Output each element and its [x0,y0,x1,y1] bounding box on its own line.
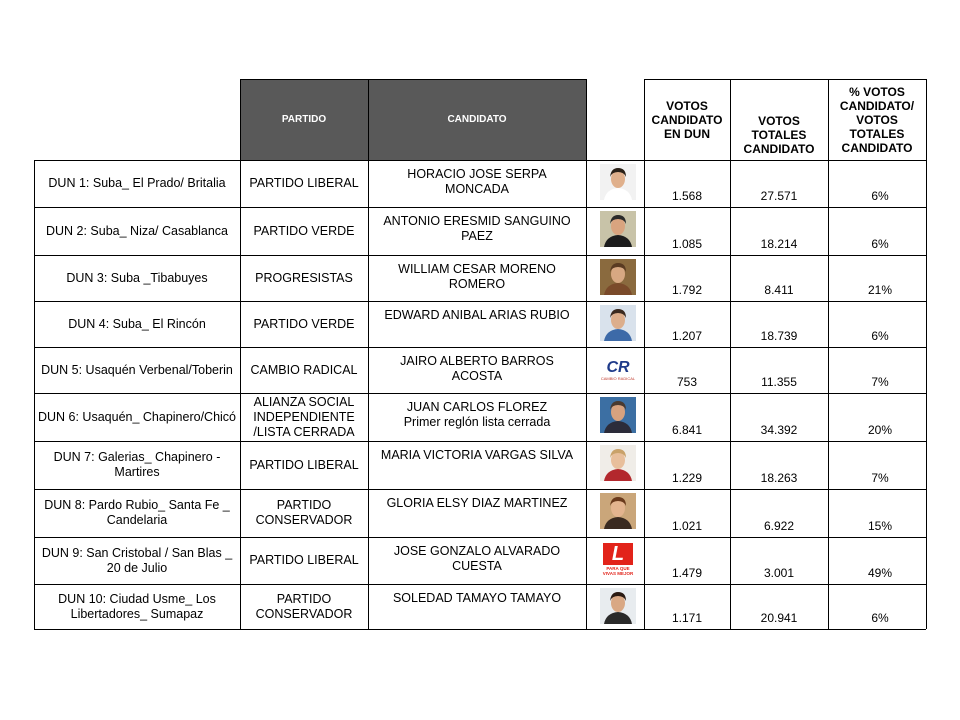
partido-name: PARTIDO VERDE [253,316,355,331]
photo-woman-brown-hair-svg [600,493,636,529]
candidato-name: EDWARD ANIBAL ARIAS RUBIO [384,308,570,322]
grid-line [926,79,927,629]
votos-dun-value: 753 [676,375,698,389]
grid-line [34,393,926,394]
porcentaje-value: 6% [871,237,889,251]
header-porcentaje [828,79,926,160]
porcentaje-value: 20% [867,423,893,437]
grid-line [368,160,369,630]
liberal-logo-mark: L [603,543,633,565]
grid-line [34,347,926,348]
dun-name: DUN 5: Usaquén Verbenal/Toberin [41,362,233,377]
partido-cell [240,584,368,629]
candidato-name: ANTONIO ERESMID SANGUINO PAEZ [383,214,571,243]
candidato-cell [368,489,586,537]
partido-cell [240,347,368,393]
candidato-cell [368,160,586,207]
candidato-name: GLORIA ELSY DIAZ MARTINEZ [386,496,568,510]
porcentaje-value: 15% [867,519,893,533]
header-candidato-label: CANDIDATO [447,114,507,125]
porcentaje-value: 6% [871,611,889,625]
grid-line [368,79,369,160]
grid-line [240,160,241,630]
votos-totales-value: 8.411 [764,283,794,297]
partido-cell [240,441,368,489]
dun-cell [34,584,240,629]
candidato-name: HORACIO JOSE SERPA MONCADA [407,167,547,196]
grid-line [240,79,241,160]
partido-name: PARTIDO LIBERAL [249,553,359,567]
photo-woman-blonde-svg [600,445,636,481]
dun-cell [34,255,240,301]
porcentaje-value: 6% [871,329,889,343]
dun-name: DUN 10: Ciudad Usme_ Los Libertadores_ Sumapaz [58,591,216,621]
candidato-note: Primer reglón lista cerrada [403,415,551,429]
grid-line [240,79,586,80]
cambio-radical-logo-text: CR [606,358,630,376]
candidato-cell [368,441,586,489]
partido-cell [240,207,368,255]
candidato-cell [368,584,586,629]
photo-man-blue-shirt-icon [600,305,636,341]
header-votos-dun [644,79,730,160]
porcentaje-value: 6% [871,189,889,203]
photo-man-gray-hair-icon [600,397,636,433]
votos-totales-value: 18.214 [760,237,798,251]
photo-woman-brown-hair-icon [600,493,636,529]
cambio-radical-logo-sub: CAMBIO RADICAL [600,375,636,381]
photo-man-dark-suit-svg [600,211,636,247]
candidato-cell [368,393,586,441]
grid-line [34,160,926,161]
partido-name: PARTIDO CONSERVADOR [255,591,353,621]
grid-line [644,79,926,80]
photo-man-dark-suit-icon [600,211,636,247]
porcentaje-value: 21% [867,283,893,297]
photo-man-white-shirt-svg [600,164,636,200]
dun-name: DUN 2: Suba_ Niza/ Casablanca [45,223,229,238]
porcentaje-value: 7% [871,375,889,389]
votos-totales-value: 3.001 [763,566,795,580]
partido-name: PARTIDO VERDE [253,223,355,238]
partido-liberal-logo-icon [600,541,636,577]
partido-cell [240,393,368,441]
partido-name: CAMBIO RADICAL [250,362,358,377]
liberal-logo-sub: PARA QUE VIVAS MEJOR [602,565,634,576]
candidato-name: JUAN CARLOS FLOREZ [406,400,548,414]
votos-dun-value: 1.171 [671,611,703,625]
cambio-radical-logo-icon [600,352,636,388]
partido-cell [240,537,368,584]
dun-name: DUN 9: San Cristobal / San Blas _ 20 de Julio [41,545,233,575]
photo-woman-dark-hair-icon [600,588,636,624]
dun-name: DUN 8: Pardo Rubio_ Santa Fe _ Candelaria [44,498,230,527]
votos-dun-value: 1.792 [671,283,703,297]
candidato-name: JAIRO ALBERTO BARROS ACOSTA [400,354,554,383]
votos-dun-value: 1.085 [671,237,703,251]
votos-totales-value: 11.355 [761,375,797,389]
grid-line [34,301,926,302]
partido-cell [240,255,368,301]
votos-dun-value: 1.568 [671,189,703,203]
candidato-name: SOLEDAD TAMAYO TAMAYO [392,591,562,605]
candidato-cell [368,537,586,584]
grid-line [34,584,926,585]
grid-line [34,489,926,490]
candidato-name: WILLIAM CESAR MORENO ROMERO [398,262,556,291]
grid-line [730,79,731,629]
votos-dun-value: 6.841 [671,423,703,437]
candidato-cell [368,255,586,301]
votos-totales-value: 6.922 [763,519,795,533]
candidato-cell [368,301,586,347]
dun-name: DUN 7: Galerias_ Chapinero - Martires [53,450,221,479]
dun-name: DUN 6: Usaquén_ Chapinero/Chicó [37,409,237,424]
header-partido [240,79,368,160]
candidato-name: MARIA VICTORIA VARGAS SILVA [380,448,574,462]
grid-line [34,537,926,538]
dun-name: DUN 3: Suba _Tibabuyes [66,270,208,285]
header-votos-totales-label: VOTOS TOTALES CANDIDATO [743,113,815,156]
dun-name: DUN 4: Suba_ El Rincón [68,316,206,331]
votos-dun-value: 1.229 [671,471,703,485]
porcentaje-value: 49% [867,566,893,580]
dun-cell [34,489,240,537]
grid-line [34,160,35,630]
partido-name: PARTIDO LIBERAL [249,457,359,472]
dun-cell [34,207,240,255]
photo-woman-dark-hair-svg [600,588,636,624]
photo-man-blue-shirt-svg [600,305,636,341]
grid-line [644,79,645,629]
partido-cell [240,489,368,537]
votos-dun-value: 1.479 [671,566,703,580]
partido-name: PROGRESISTAS [255,270,353,285]
header-votos-totales [730,79,828,160]
photo-man-white-shirt-icon [600,164,636,200]
header-partido-label: PARTIDO [281,114,327,125]
grid-line [34,629,926,630]
porcentaje-value: 7% [871,471,889,485]
candidato-name: JOSE GONZALO ALVARADO CUESTA [393,544,561,573]
grid-line [34,207,926,208]
dun-cell [34,160,240,207]
partido-name: ALIANZA SOCIAL INDEPENDIENTE /LISTA CERRADA [253,394,355,439]
header-candidato [368,79,586,160]
candidato-cell [368,207,586,255]
photo-man-glasses-icon [600,259,636,295]
partido-name: PARTIDO LIBERAL [249,176,359,190]
votos-totales-value: 34.392 [760,423,798,437]
dun-cell [34,347,240,393]
dun-cell [34,393,240,441]
photo-woman-blonde-icon [600,445,636,481]
partido-name: PARTIDO CONSERVADOR [255,498,353,527]
dun-cell [34,537,240,584]
partido-cell [240,160,368,207]
grid-line [828,79,829,629]
votos-totales-value: 18.263 [760,471,798,485]
votos-totales-value: 20.941 [760,611,798,625]
grid-line [34,441,926,442]
photo-man-gray-hair-svg [600,397,636,433]
grid-line [34,255,926,256]
grid-line [586,79,587,629]
votos-totales-value: 18.739 [760,329,798,343]
votos-dun-value: 1.021 [671,519,703,533]
dun-cell [34,441,240,489]
votos-totales-value: 27.571 [760,189,798,203]
dun-name: DUN 1: Suba_ El Prado/ Britalia [48,176,226,190]
partido-cell [240,301,368,347]
photo-man-glasses-svg [600,259,636,295]
header-votos-dun-label: VOTOS CANDIDATO EN DUN [651,98,723,141]
dun-cell [34,301,240,347]
candidato-cell [368,347,586,393]
header-porcentaje-label: % VOTOS CANDIDATO/ VOTOS TOTALES CANDIDATO [839,84,915,155]
votos-dun-value: 1.207 [671,329,703,343]
